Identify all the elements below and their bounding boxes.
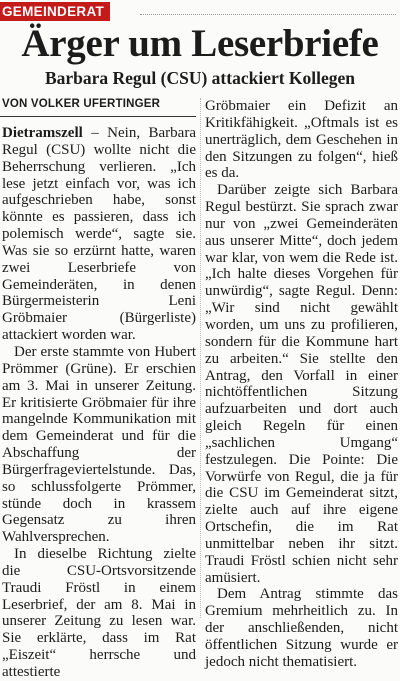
paragraph: In dieselbe Richtung zielte die CSU-Ortsvorsitzende Traudi Fröstl in einem Leserbrief, der am 8. Mai in unserer Zeitung zu lesen war. Sie erklärte, dass im Rat „Eiszeit“ herrsche und attestierte	[2, 546, 196, 680]
subheadline: Barbara Regul (CSU) attackiert Kollegen	[44, 68, 356, 88]
section-kicker: GEMEINDERAT	[0, 2, 110, 21]
paragraph-text: – Nein, Barbara Regul (CSU) wollte nicht die Beherrschung verlieren. „Ich lese jetzt einfach vor, was ich aufgeschrieben habe, sonst könnte es passieren, dass ich polemisch werde“, sagte sie. Was sie so erzürnt hatte, waren zwei Leserbriefe von Gemeinderäten, in denen Bürgermeisterin Leni Gröbmaier (Bürgerliste) attackiert worden war.	[2, 125, 196, 344]
paragraph: Dem Antrag stimmte das Gremium mehrheitlich zu. In der anschließenden, nicht öffentlichen Sitzung wurde er jedoch nicht thematisiert.	[205, 586, 398, 670]
kicker-rule	[140, 14, 396, 15]
article-column-1	[2, 125, 196, 681]
article-column-2	[205, 98, 398, 671]
headline: Ärger um Leserbriefe	[21, 22, 379, 65]
paragraph: Gröbmaier ein Defizit an Kritikfähigkeit. „Oftmals ist es unerträglich, dem Geschehen in den Sitzungen zu folgen“, hieß es da.	[205, 98, 398, 182]
paragraph	[2, 125, 196, 344]
byline: VON VOLKER UFERTINGER	[2, 98, 161, 110]
column-divider	[200, 98, 201, 618]
dateline: Dietramszell	[2, 125, 83, 141]
paragraph: Der erste stammte von Hubert Prömmer (Grüne). Er erschien am 3. Mai in unserer Zeitung. Er kritisierte Gröbmaier für ihre mangelnde Kommunikation mit dem Gemeinderat und für die Abschaffung der Bürgerfrageviertelstunde. Das, so schlussfolgerte Prömmer, stünde doch in krassem Gegensatz zu ihren Wahlversprechen.	[2, 343, 196, 546]
byline-rule	[0, 116, 196, 117]
paragraph: Darüber zeigte sich Barbara Regul bestürzt. Sie sprach zwar nur von „zwei Gemeinderäten aus unserer Mitte“, doch jedem war klar, von wem die Rede ist. „Ich halte dieses Vorgehen für unwürdig“, sagte Regul. Denn: „Wir sind nicht gewählt worden, um uns zu profilieren, sondern für die Kommune hart zu arbeiten.“ Sie stellte den Antrag, den Vorfall in einer nichtöffentlichen Sitzung aufzuarbeiten und dort auch gleich Regeln für einen „sachlichen Umgang“ festzulegen. Die Pointe: Die Vorwürfe von Regul, die ja für die CSU im Gemeinderat sitzt, zielte auch auf ihre eigene Ortschefin, die im Rat unmittelbar neben ihr sitzt. Traudi Fröstl schien nicht sehr amüsiert.	[205, 182, 398, 586]
